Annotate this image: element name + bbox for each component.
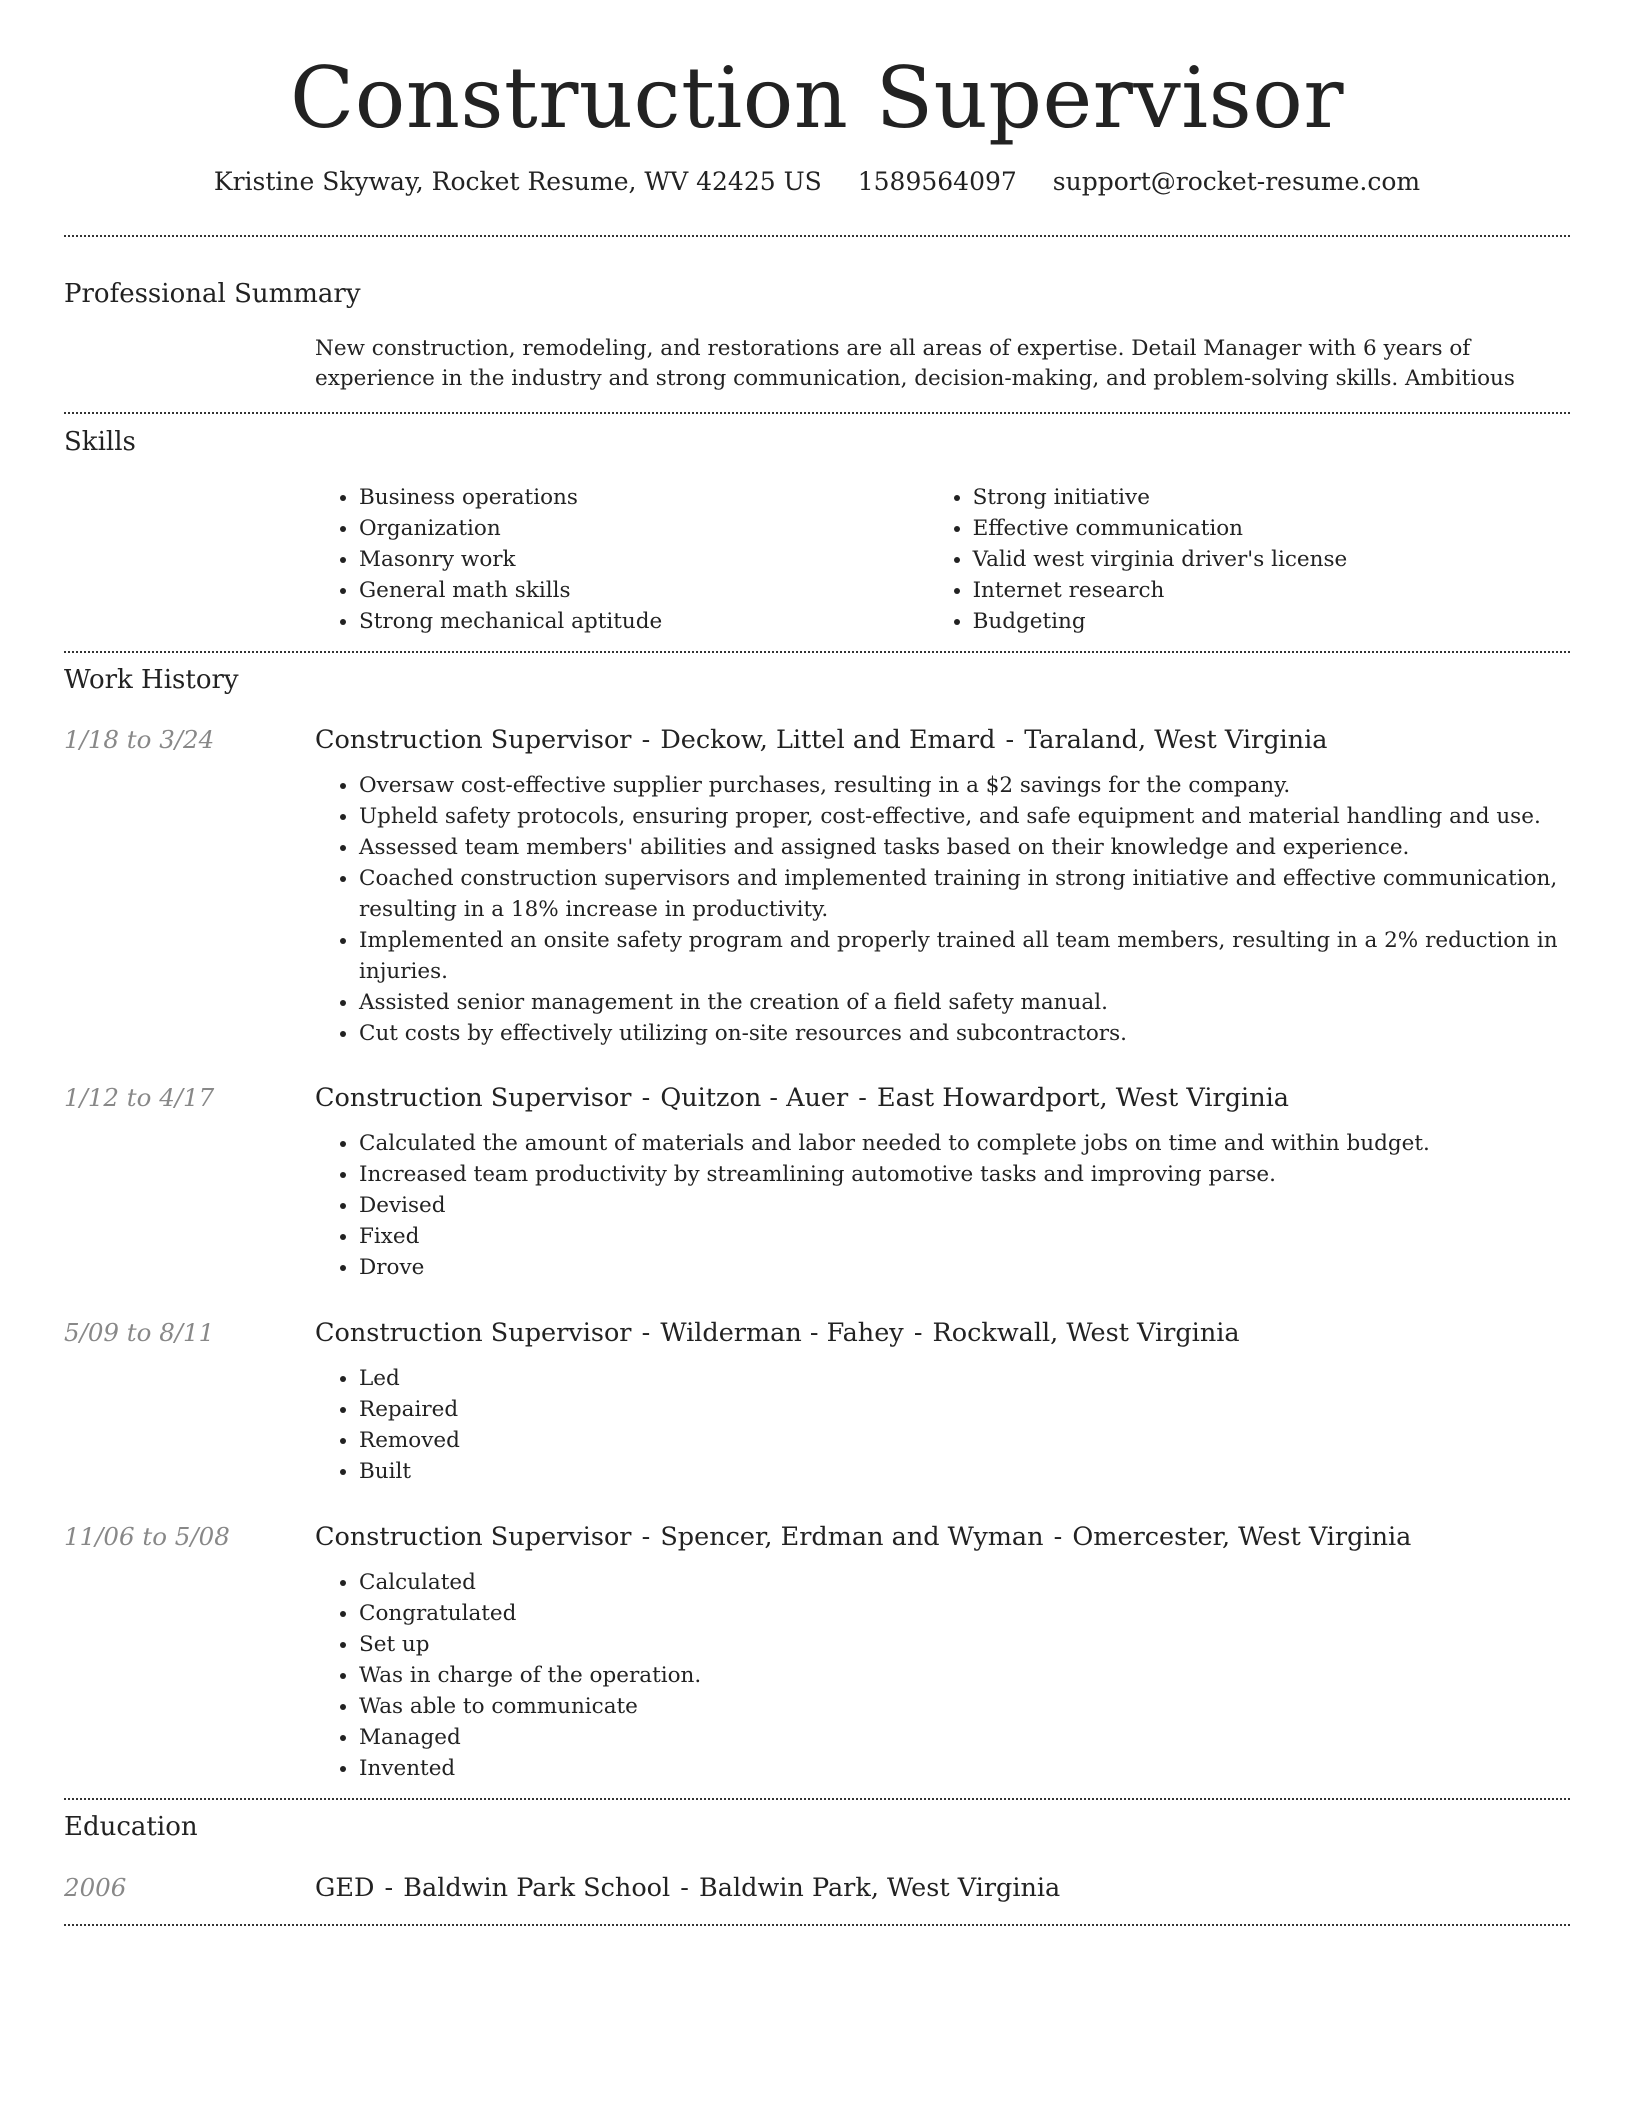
job-location: Taraland, West Virginia	[1024, 725, 1328, 756]
job-heading: Construction Supervisor - Spencer, Erdman and Wyman - Omercester, West Virginia	[315, 1522, 1412, 1553]
education-heading-line: GED - Baldwin Park School - Baldwin Park, West Virginia	[315, 1872, 1061, 1903]
job-entry	[64, 1317, 1570, 1487]
summary-text: New construction, remodeling, and restorations are all areas of expertise. Detail Manager with 6 years of experience in the industry and strong communication, decision-making, and problem-solving skills. Ambitious	[315, 336, 1515, 392]
divider	[64, 1798, 1570, 1800]
job-company: Wilderman - Fahey	[660, 1318, 904, 1349]
job-role: Construction Supervisor	[315, 1318, 632, 1349]
job-bullet: • Assisted senior management in the creation of a field safety manual.	[359, 987, 1570, 1018]
divider	[64, 651, 1570, 653]
job-bullet: • Implemented an onsite safety program and properly trained all team members, resulting in a 2% reduction in injuries.	[359, 925, 1570, 987]
job-dates: 11/06 to 5/08	[64, 1522, 230, 1552]
job-dates: 1/12 to 4/17	[64, 1083, 215, 1113]
divider	[64, 412, 1570, 414]
education-section	[64, 1812, 1570, 1903]
job-entry	[64, 1082, 1570, 1283]
skill-item: • Internet research	[973, 575, 1570, 606]
skill-item: • Budgeting	[973, 606, 1570, 637]
skills-heading: Skills	[64, 427, 136, 458]
job-location: Rockwall, West Virginia	[932, 1318, 1240, 1349]
job-location: Omercester, West Virginia	[1072, 1522, 1412, 1553]
job-bullet: • Was able to communicate	[359, 1691, 1570, 1722]
education-location: Baldwin Park, West Virginia	[699, 1872, 1061, 1903]
divider	[64, 1924, 1570, 1926]
job-heading: Construction Supervisor - Wilderman - Fahey - Rockwall, West Virginia	[315, 1318, 1240, 1349]
education-degree: GED	[315, 1872, 375, 1903]
skill-item: • General math skills	[359, 575, 929, 606]
job-role: Construction Supervisor	[315, 1083, 632, 1114]
job-bullet: • Coached construction supervisors and implemented training in strong initiative and effective communication, resulting in a 18% increase in productivity.	[359, 863, 1570, 925]
job-bullet: • Set up	[359, 1629, 1570, 1660]
job-entry	[64, 1521, 1570, 1784]
summary-section	[64, 279, 1570, 394]
work-history-section	[64, 665, 1570, 1784]
job-bullets	[315, 1128, 1570, 1283]
job-bullet: • Repaired	[359, 1394, 1570, 1425]
job-body	[315, 1317, 1570, 1487]
contact-phone: 1589564097	[857, 167, 1017, 197]
job-dates: 5/09 to 8/11	[64, 1318, 215, 1348]
job-bullet: • Fixed	[359, 1221, 1570, 1252]
job-location: East Howardport, West Virginia	[877, 1083, 1289, 1114]
job-bullet: • Was in charge of the operation.	[359, 1660, 1570, 1691]
divider	[64, 235, 1570, 237]
job-bullet: • Cut costs by effectively utilizing on-site resources and subcontractors.	[359, 1018, 1570, 1049]
job-body	[315, 1082, 1570, 1283]
job-bullet: • Congratulated	[359, 1598, 1570, 1629]
skill-item: • Strong mechanical aptitude	[359, 606, 929, 637]
resume-title: Construction Supervisor	[289, 49, 1345, 147]
job-entry	[64, 724, 1570, 1049]
skill-item: • Valid west virginia driver's license	[973, 544, 1570, 575]
job-bullets	[315, 770, 1570, 1049]
contact-address: Kristine Skyway, Rocket Resume, WV 42425 US	[213, 167, 822, 197]
job-body	[315, 724, 1570, 1049]
job-bullet: • Removed	[359, 1425, 1570, 1456]
education-year: 2006	[64, 1872, 127, 1902]
job-company: Deckow, Littel and Emard	[660, 725, 996, 756]
education-school: Baldwin Park School	[403, 1872, 671, 1903]
skill-item: • Organization	[359, 513, 929, 544]
job-heading: Construction Supervisor - Quitzon - Auer - East Howardport, West Virginia	[315, 1083, 1289, 1114]
contact-email: support@rocket-resume.com	[1052, 167, 1421, 197]
job-role: Construction Supervisor	[315, 1522, 632, 1553]
skill-item: • Strong initiative	[973, 482, 1570, 513]
job-bullets	[315, 1363, 1570, 1487]
job-bullet: • Devised	[359, 1190, 1570, 1221]
education-heading: Education	[64, 1812, 198, 1843]
job-body	[315, 1521, 1570, 1784]
resume-page	[64, 0, 1570, 1926]
job-role: Construction Supervisor	[315, 725, 632, 756]
skill-item: • Effective communication	[973, 513, 1570, 544]
job-bullet: • Led	[359, 1363, 1570, 1394]
skills-section	[64, 427, 1570, 637]
summary-heading: Professional Summary	[64, 278, 361, 309]
skills-left-list	[315, 482, 929, 637]
job-bullet: • Calculated the amount of materials and labor needed to complete jobs on time and within budget.	[359, 1128, 1570, 1159]
skill-item: • Business operations	[359, 482, 929, 513]
education-entry	[64, 1872, 1570, 1904]
job-company: Quitzon - Auer	[660, 1083, 849, 1114]
work-history-heading: Work History	[64, 665, 239, 696]
job-bullet: • Upheld safety protocols, ensuring proper, cost-effective, and safe equipment and material handling and use.	[359, 801, 1570, 832]
job-bullet: • Drove	[359, 1252, 1570, 1283]
job-bullet: • Increased team productivity by streamlining automotive tasks and improving parse.	[359, 1159, 1570, 1190]
job-bullets	[315, 1567, 1570, 1784]
job-company: Spencer, Erdman and Wyman	[660, 1522, 1044, 1553]
job-bullet: • Assessed team members' abilities and assigned tasks based on their knowledge and experience.	[359, 832, 1570, 863]
skills-columns	[315, 482, 1570, 637]
job-bullet: • Oversaw cost-effective supplier purchases, resulting in a $2 savings for the company.	[359, 770, 1570, 801]
skills-right-list	[929, 482, 1570, 637]
job-bullet: • Built	[359, 1456, 1570, 1487]
job-heading: Construction Supervisor - Deckow, Littel and Emard - Taraland, West Virginia	[315, 725, 1328, 756]
job-bullet: • Managed	[359, 1722, 1570, 1753]
contact-line	[64, 166, 1570, 199]
job-bullet: • Invented	[359, 1753, 1570, 1784]
job-bullet: • Calculated	[359, 1567, 1570, 1598]
job-dates: 1/18 to 3/24	[64, 725, 215, 755]
skill-item: • Masonry work	[359, 544, 929, 575]
